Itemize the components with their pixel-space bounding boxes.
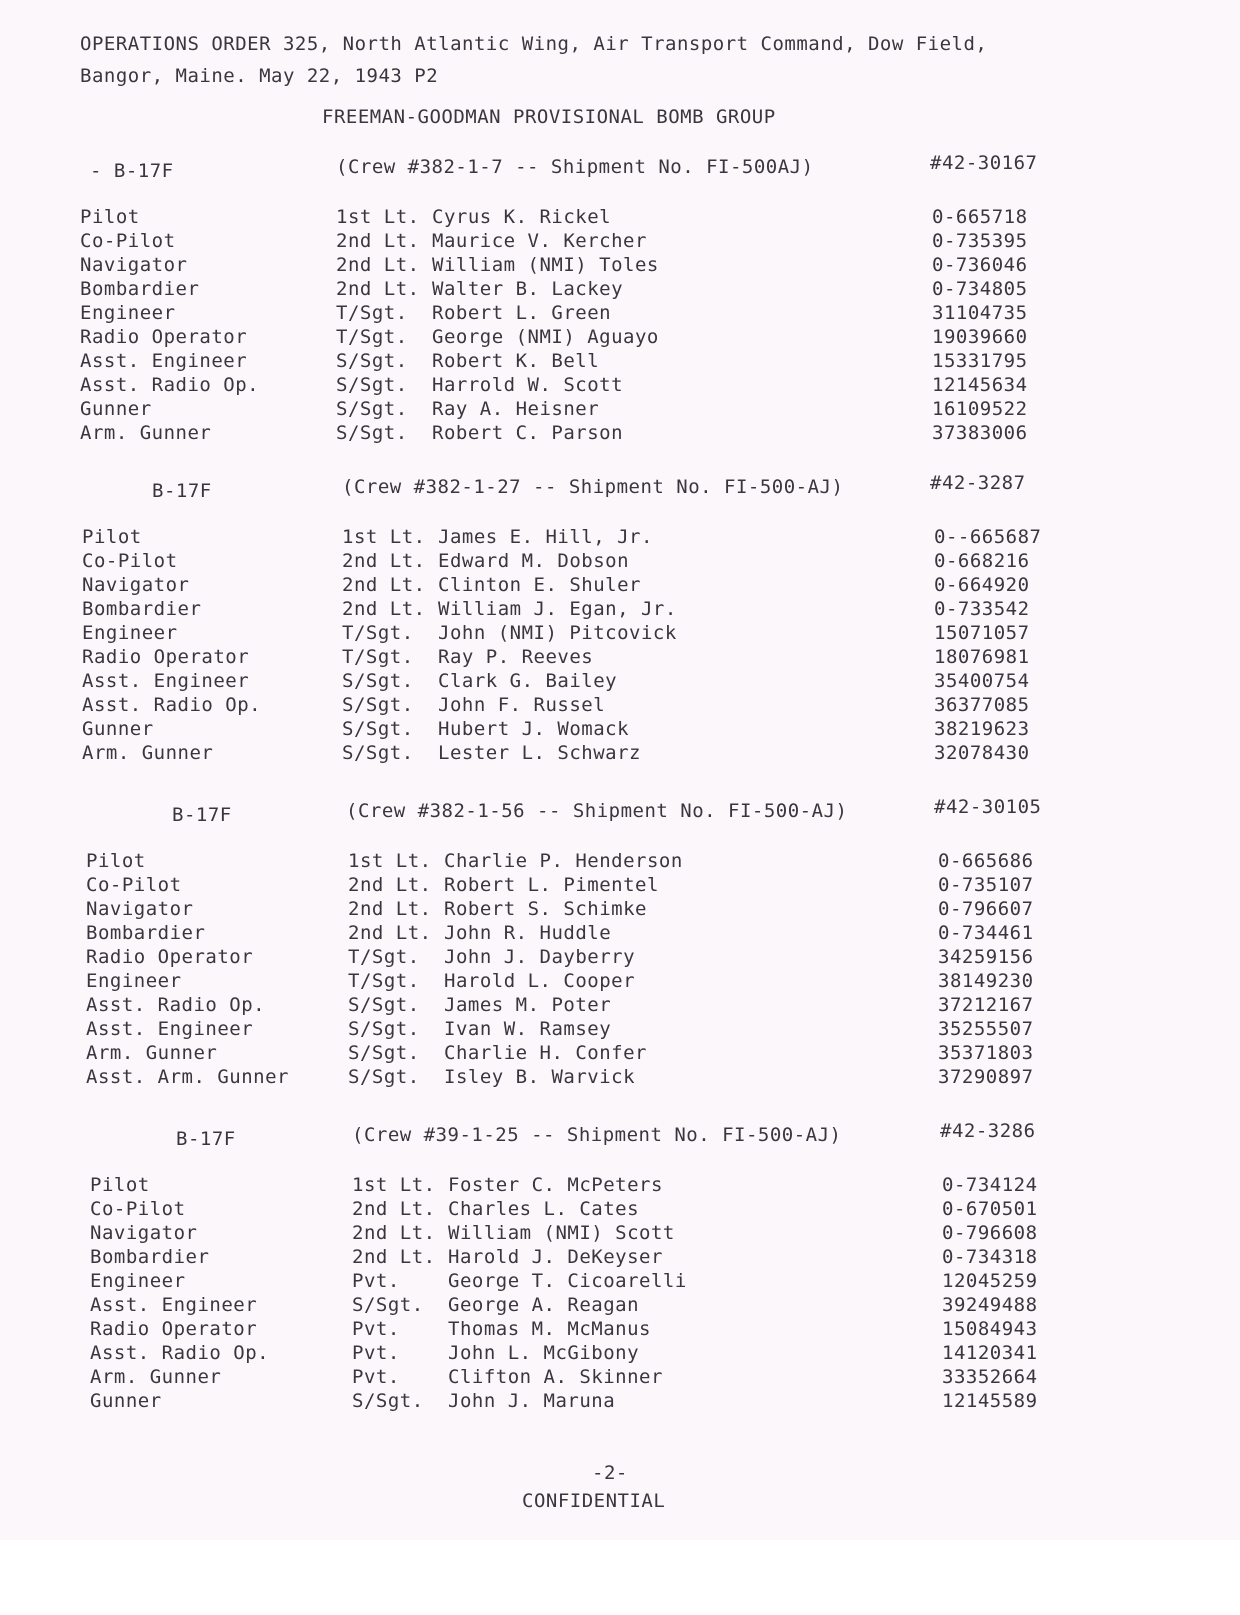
service-number: 12045259 xyxy=(942,1270,1038,1292)
crew-rank: T/Sgt. xyxy=(348,970,420,992)
crew-rank: 2nd Lt. xyxy=(348,874,432,896)
crew-position: Navigator xyxy=(80,254,188,276)
crew-name: Isley B. Warvick xyxy=(444,1066,636,1088)
service-number: 35371803 xyxy=(938,1042,1034,1064)
crew-position: Arm. Gunner xyxy=(82,742,214,764)
service-number: 14120341 xyxy=(942,1342,1038,1364)
crew-section xyxy=(0,472,1240,796)
service-number: 12145589 xyxy=(942,1390,1038,1412)
crew-member-row xyxy=(0,1174,1240,1198)
crew-position: Asst. Arm. Gunner xyxy=(86,1066,289,1088)
crew-name: Harold J. DeKeyser xyxy=(448,1246,663,1268)
crew-rank: 2nd Lt. xyxy=(342,598,426,620)
service-number: 0--665687 xyxy=(934,526,1042,548)
crew-rank: T/Sgt. xyxy=(336,302,408,324)
crew-name: Clifton A. Skinner xyxy=(448,1366,663,1388)
crew-name: Foster C. McPeters xyxy=(448,1174,663,1196)
header-line-2: Bangor, Maine. May 22, 1943 P2 xyxy=(80,65,439,87)
service-number: 0-736046 xyxy=(932,254,1028,276)
crew-rank: 2nd Lt. xyxy=(352,1222,436,1244)
crew-rank: Pvt. xyxy=(352,1342,400,1364)
crew-position: Arm. Gunner xyxy=(86,1042,218,1064)
crew-name: William (NMI) Toles xyxy=(432,254,659,276)
crew-name: William J. Egan, Jr. xyxy=(438,598,677,620)
crew-name: Robert L. Green xyxy=(432,302,612,324)
service-number: 0-665718 xyxy=(932,206,1028,228)
crew-position: Gunner xyxy=(82,718,154,740)
service-number: 0-670501 xyxy=(942,1198,1038,1220)
crew-position: Pilot xyxy=(86,850,146,872)
crew-position: Engineer xyxy=(80,302,176,324)
crew-rank: 1st Lt. xyxy=(342,526,426,548)
crew-rank: 2nd Lt. xyxy=(336,254,420,276)
crew-member-row xyxy=(0,1246,1240,1270)
crew-rank: S/Sgt. xyxy=(342,694,414,716)
section-heading xyxy=(0,796,1240,830)
service-number: 0-665686 xyxy=(938,850,1034,872)
crew-name: Thomas M. McManus xyxy=(448,1318,651,1340)
crew-rank: S/Sgt. xyxy=(348,1042,420,1064)
header-line-1: OPERATIONS ORDER 325, North Atlantic Wing, Air Transport Command, Dow Field, xyxy=(80,33,988,55)
crew-member-row xyxy=(0,874,1240,898)
crew-position: Asst. Engineer xyxy=(90,1294,258,1316)
crew-name: Charles L. Cates xyxy=(448,1198,640,1220)
crew-member-row xyxy=(0,742,1240,766)
crew-section xyxy=(0,152,1240,476)
crew-position: Arm. Gunner xyxy=(80,422,212,444)
service-number: 0-734124 xyxy=(942,1174,1038,1196)
crew-position: Arm. Gunner xyxy=(90,1366,222,1388)
aircraft-type: B-17F xyxy=(176,1128,236,1150)
crew-name: John F. Russel xyxy=(438,694,606,716)
crew-member-row xyxy=(0,598,1240,622)
crew-member-row xyxy=(0,970,1240,994)
service-number: 15084943 xyxy=(942,1318,1038,1340)
crew-position: Co-Pilot xyxy=(82,550,178,572)
crew-rank: 2nd Lt. xyxy=(352,1246,436,1268)
crew-member-row xyxy=(0,1018,1240,1042)
service-number: 38219623 xyxy=(934,718,1030,740)
crew-name: Robert K. Bell xyxy=(432,350,600,372)
crew-rank: 2nd Lt. xyxy=(336,278,420,300)
crew-position: Radio Operator xyxy=(82,646,250,668)
crew-position: Asst. Engineer xyxy=(82,670,250,692)
crew-position: Bombardier xyxy=(80,278,200,300)
crew-member-row xyxy=(0,302,1240,326)
crew-member-row xyxy=(0,622,1240,646)
crew-name: Harold L. Cooper xyxy=(444,970,636,992)
service-number: 35255507 xyxy=(938,1018,1034,1040)
crew-position: Gunner xyxy=(90,1390,162,1412)
crew-rank: S/Sgt. xyxy=(342,742,414,764)
crew-rank: S/Sgt. xyxy=(348,1018,420,1040)
crew-position: Co-Pilot xyxy=(90,1198,186,1220)
crew-name: Clark G. Bailey xyxy=(438,670,618,692)
crew-rank: S/Sgt. xyxy=(352,1390,424,1412)
crew-rank: 2nd Lt. xyxy=(336,230,420,252)
crew-position: Navigator xyxy=(86,898,194,920)
service-number: 16109522 xyxy=(932,398,1028,420)
service-number: 35400754 xyxy=(934,670,1030,692)
crew-member-row xyxy=(0,1270,1240,1294)
crew-position: Co-Pilot xyxy=(86,874,182,896)
crew-rank: S/Sgt. xyxy=(348,994,420,1016)
crew-rank: 2nd Lt. xyxy=(348,898,432,920)
aircraft-serial: #42-30167 xyxy=(930,152,1038,174)
crew-rank: Pvt. xyxy=(352,1318,400,1340)
crew-shipment-info: (Crew #382-1-7 -- Shipment No. FI-500AJ) xyxy=(336,156,814,178)
crew-member-row xyxy=(0,694,1240,718)
crew-rank: 1st Lt. xyxy=(352,1174,436,1196)
crew-name: Maurice V. Kercher xyxy=(432,230,647,252)
service-number: 0-668216 xyxy=(934,550,1030,572)
service-number: 34259156 xyxy=(938,946,1034,968)
service-number: 0-733542 xyxy=(934,598,1030,620)
crew-name: Walter B. Lackey xyxy=(432,278,624,300)
service-number: 0-796607 xyxy=(938,898,1034,920)
crew-rank: S/Sgt. xyxy=(336,350,408,372)
service-number: 37383006 xyxy=(932,422,1028,444)
crew-position: Engineer xyxy=(86,970,182,992)
crew-rank: Pvt. xyxy=(352,1366,400,1388)
crew-member-row xyxy=(0,326,1240,350)
crew-name: Robert S. Schimke xyxy=(444,898,647,920)
service-number: 0-796608 xyxy=(942,1222,1038,1244)
crew-rank: T/Sgt. xyxy=(348,946,420,968)
service-number: 0-734805 xyxy=(932,278,1028,300)
crew-member-row xyxy=(0,1066,1240,1090)
crew-member-row xyxy=(0,278,1240,302)
crew-name: John (NMI) Pitcovick xyxy=(438,622,677,644)
service-number: 37290897 xyxy=(938,1066,1034,1088)
crew-section xyxy=(0,796,1240,1120)
service-number: 33352664 xyxy=(942,1366,1038,1388)
service-number: 0-735107 xyxy=(938,874,1034,896)
section-heading xyxy=(0,1120,1240,1154)
crew-name: Harrold W. Scott xyxy=(432,374,624,396)
crew-position: Bombardier xyxy=(82,598,202,620)
crew-position: Bombardier xyxy=(86,922,206,944)
crew-position: Radio Operator xyxy=(80,326,248,348)
service-number: 19039660 xyxy=(932,326,1028,348)
service-number: 0-734461 xyxy=(938,922,1034,944)
crew-member-row xyxy=(0,1390,1240,1414)
crew-member-row xyxy=(0,1294,1240,1318)
crew-shipment-info: (Crew #39-1-25 -- Shipment No. FI-500-AJ) xyxy=(352,1124,842,1146)
crew-position: Pilot xyxy=(80,206,140,228)
crew-position: Asst. Radio Op. xyxy=(80,374,260,396)
crew-position: Navigator xyxy=(82,574,190,596)
crew-rank: T/Sgt. xyxy=(342,646,414,668)
crew-name: George (NMI) Aguayo xyxy=(432,326,659,348)
crew-member-row xyxy=(0,922,1240,946)
crew-rank: 2nd Lt. xyxy=(342,550,426,572)
crew-position: Asst. Radio Op. xyxy=(90,1342,270,1364)
crew-position: Asst. Engineer xyxy=(80,350,248,372)
crew-member-row xyxy=(0,254,1240,278)
crew-member-row xyxy=(0,1222,1240,1246)
crew-rank: T/Sgt. xyxy=(336,326,408,348)
crew-name: John J. Maruna xyxy=(448,1390,616,1412)
crew-member-row xyxy=(0,994,1240,1018)
crew-name: Charlie H. Confer xyxy=(444,1042,647,1064)
crew-position: Asst. Radio Op. xyxy=(82,694,262,716)
crew-rank: Pvt. xyxy=(352,1270,400,1292)
service-number: 32078430 xyxy=(934,742,1030,764)
crew-name: John J. Dayberry xyxy=(444,946,636,968)
crew-name: Hubert J. Womack xyxy=(438,718,630,740)
crew-rank: S/Sgt. xyxy=(342,670,414,692)
crew-position: Navigator xyxy=(90,1222,198,1244)
crew-position: Engineer xyxy=(82,622,178,644)
crew-member-row xyxy=(0,206,1240,230)
crew-position: Asst. Radio Op. xyxy=(86,994,266,1016)
crew-name: James M. Poter xyxy=(444,994,612,1016)
group-title: FREEMAN-GOODMAN PROVISIONAL BOMB GROUP xyxy=(322,106,776,128)
service-number: 15071057 xyxy=(934,622,1030,644)
crew-name: Robert C. Parson xyxy=(432,422,624,444)
service-number: 37212167 xyxy=(938,994,1034,1016)
service-number: 0-664920 xyxy=(934,574,1030,596)
crew-member-row xyxy=(0,422,1240,446)
crew-member-row xyxy=(0,1042,1240,1066)
crew-name: Charlie P. Henderson xyxy=(444,850,683,872)
aircraft-serial: #42-3287 xyxy=(930,472,1026,494)
crew-member-row xyxy=(0,718,1240,742)
crew-position: Pilot xyxy=(90,1174,150,1196)
aircraft-serial: #42-3286 xyxy=(940,1120,1036,1142)
crew-rank: 2nd Lt. xyxy=(352,1198,436,1220)
page-number: -2- xyxy=(592,1462,628,1484)
crew-name: George T. Cicoarelli xyxy=(448,1270,687,1292)
service-number: 0-735395 xyxy=(932,230,1028,252)
crew-rank: 1st Lt. xyxy=(336,206,420,228)
crew-rank: S/Sgt. xyxy=(336,398,408,420)
aircraft-type: B-17F xyxy=(172,804,232,826)
crew-name: Cyrus K. Rickel xyxy=(432,206,612,228)
crew-member-row xyxy=(0,850,1240,874)
crew-rank: 1st Lt. xyxy=(348,850,432,872)
crew-member-row xyxy=(0,398,1240,422)
crew-position: Engineer xyxy=(90,1270,186,1292)
crew-member-row xyxy=(0,1366,1240,1390)
crew-shipment-info: (Crew #382-1-56 -- Shipment No. FI-500-AJ) xyxy=(346,800,848,822)
service-number: 39249488 xyxy=(942,1294,1038,1316)
crew-name: Edward M. Dobson xyxy=(438,550,630,572)
section-heading xyxy=(0,472,1240,506)
crew-member-row xyxy=(0,550,1240,574)
crew-member-row xyxy=(0,350,1240,374)
service-number: 15331795 xyxy=(932,350,1028,372)
order-header xyxy=(80,28,987,92)
crew-rank: S/Sgt. xyxy=(336,374,408,396)
service-number: 18076981 xyxy=(934,646,1030,668)
crew-name: Lester L. Schwarz xyxy=(438,742,641,764)
crew-rank: S/Sgt. xyxy=(352,1294,424,1316)
crew-name: Ray P. Reeves xyxy=(438,646,594,668)
crew-member-row xyxy=(0,646,1240,670)
service-number: 12145634 xyxy=(932,374,1028,396)
aircraft-type: - B-17F xyxy=(90,160,174,182)
section-heading xyxy=(0,152,1240,186)
classification-marking: CONFIDENTIAL xyxy=(522,1490,666,1512)
crew-name: William (NMI) Scott xyxy=(448,1222,675,1244)
crew-member-row xyxy=(0,230,1240,254)
service-number: 0-734318 xyxy=(942,1246,1038,1268)
crew-name: John L. McGibony xyxy=(448,1342,640,1364)
crew-name: Ivan W. Ramsey xyxy=(444,1018,612,1040)
crew-rank: T/Sgt. xyxy=(342,622,414,644)
crew-position: Asst. Engineer xyxy=(86,1018,254,1040)
crew-rank: S/Sgt. xyxy=(336,422,408,444)
crew-name: Robert L. Pimentel xyxy=(444,874,659,896)
crew-position: Gunner xyxy=(80,398,152,420)
crew-member-row xyxy=(0,1198,1240,1222)
crew-name: Clinton E. Shuler xyxy=(438,574,641,596)
service-number: 36377085 xyxy=(934,694,1030,716)
crew-member-row xyxy=(0,1342,1240,1366)
crew-member-row xyxy=(0,526,1240,550)
crew-rank: S/Sgt. xyxy=(342,718,414,740)
crew-name: James E. Hill, Jr. xyxy=(438,526,653,548)
crew-rank: S/Sgt. xyxy=(348,1066,420,1088)
service-number: 31104735 xyxy=(932,302,1028,324)
crew-position: Radio Operator xyxy=(90,1318,258,1340)
crew-position: Co-Pilot xyxy=(80,230,176,252)
crew-member-row xyxy=(0,1318,1240,1342)
crew-member-row xyxy=(0,670,1240,694)
crew-position: Pilot xyxy=(82,526,142,548)
crew-section xyxy=(0,1120,1240,1444)
crew-member-row xyxy=(0,574,1240,598)
crew-name: Ray A. Heisner xyxy=(432,398,600,420)
crew-position: Bombardier xyxy=(90,1246,210,1268)
crew-member-row xyxy=(0,946,1240,970)
crew-name: John R. Huddle xyxy=(444,922,612,944)
crew-member-row xyxy=(0,374,1240,398)
crew-name: George A. Reagan xyxy=(448,1294,640,1316)
crew-member-row xyxy=(0,898,1240,922)
crew-rank: 2nd Lt. xyxy=(342,574,426,596)
crew-rank: 2nd Lt. xyxy=(348,922,432,944)
crew-position: Radio Operator xyxy=(86,946,254,968)
crew-shipment-info: (Crew #382-1-27 -- Shipment No. FI-500-AJ) xyxy=(342,476,844,498)
service-number: 38149230 xyxy=(938,970,1034,992)
aircraft-type: B-17F xyxy=(152,480,212,502)
aircraft-serial: #42-30105 xyxy=(934,796,1042,818)
